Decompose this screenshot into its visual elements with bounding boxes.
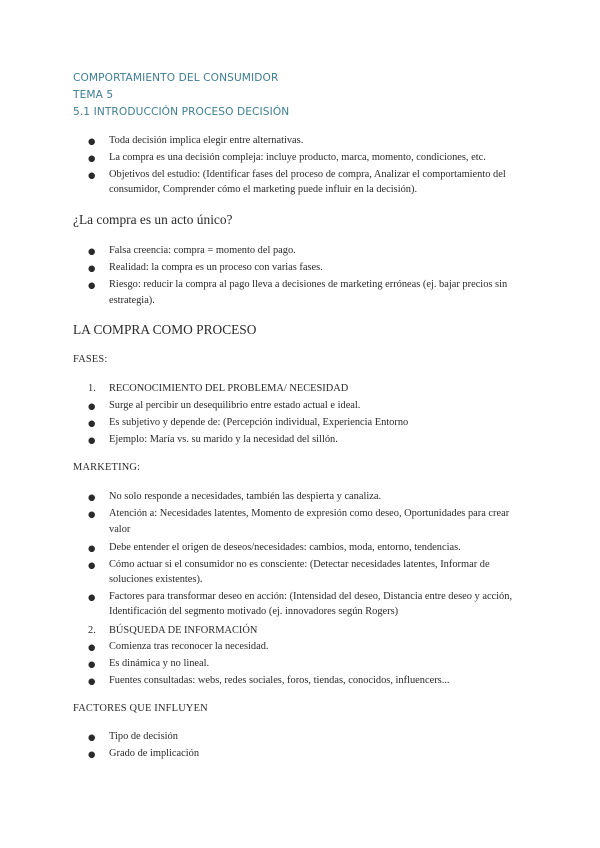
factors-label: FACTORES QUE INFLUYEN bbox=[73, 703, 208, 714]
list-item-continuation: valor bbox=[109, 524, 131, 535]
list-item: Objetivos del estudio: (Identificar fases del proceso de compra, Analizar el comportamiento del bbox=[109, 169, 506, 180]
list-item: Factores para transformar deseo en acción: (Intensidad del deseo, Distancia entre deseo y acción, bbox=[109, 591, 513, 602]
bullet-icon: ● bbox=[88, 436, 96, 446]
section-title: 5.1 INTRODUCCIÓN PROCESO DECISIÓN bbox=[73, 106, 290, 118]
list-item: Comienza tras reconocer la necesidad. bbox=[109, 641, 269, 652]
list-item-continuation: soluciones existentes). bbox=[109, 574, 203, 585]
bullet-icon: ● bbox=[88, 264, 96, 274]
list-item: Atención a: Necesidades latentes, Momento de expresión como deseo, Oportunidades para crear bbox=[109, 508, 510, 519]
bullet-icon: ● bbox=[88, 677, 96, 687]
list-item: No solo responde a necesidades, también las despierta y canaliza. bbox=[109, 491, 382, 502]
bullet-icon: ● bbox=[88, 660, 96, 670]
bullet-icon: ● bbox=[88, 510, 96, 520]
bullet-icon: ● bbox=[88, 402, 96, 412]
list-item: Realidad: la compra es un proceso con varias fases. bbox=[109, 262, 323, 273]
list-item: Cómo actuar si el consumidor no es consciente: (Detectar necesidades latentes, Informar de bbox=[109, 559, 490, 570]
bullet-icon: ● bbox=[88, 593, 96, 603]
bullet-icon: ● bbox=[88, 281, 96, 291]
process-heading: LA COMPRA COMO PROCESO bbox=[73, 322, 257, 337]
list-item: Fuentes consultadas: webs, redes sociales, foros, tiendas, conocidos, influencers... bbox=[109, 675, 450, 686]
topic-number: TEMA 5 bbox=[73, 89, 114, 101]
list-item: Falsa creencia: compra = momento del pago. bbox=[109, 245, 296, 256]
list-item: Toda decisión implica elegir entre alternativas. bbox=[109, 135, 304, 146]
list-item: Surge al percibir un desequilibrio entre estado actual e ideal. bbox=[109, 400, 361, 411]
list-item-continuation: Identificación del segmento motivado (ej. innovadores según Rogers) bbox=[109, 606, 399, 617]
fases-label: FASES: bbox=[73, 354, 108, 365]
bullet-icon: ● bbox=[88, 561, 96, 571]
list-item: Grado de implicación bbox=[109, 748, 200, 759]
step-number: 1. bbox=[88, 383, 96, 394]
bullet-icon: ● bbox=[88, 733, 96, 743]
step-title: BÚSQUEDA DE INFORMACIÓN bbox=[109, 625, 258, 636]
list-item-continuation: estrategia). bbox=[109, 295, 155, 306]
list-item: Debe entender el origen de deseos/necesidades: cambios, moda, entorno, tendencias. bbox=[109, 542, 461, 553]
step-title: RECONOCIMIENTO DEL PROBLEMA/ NECESIDAD bbox=[109, 383, 349, 394]
list-item: Ejemplo: María vs. su marido y la necesidad del sillón. bbox=[109, 434, 338, 445]
bullet-icon: ● bbox=[88, 137, 96, 147]
marketing-label: MARKETING: bbox=[73, 462, 141, 473]
bullet-icon: ● bbox=[88, 750, 96, 760]
bullet-icon: ● bbox=[88, 171, 96, 181]
list-item: Es subjetivo y depende de: (Percepción individual, Experiencia Entorno bbox=[109, 417, 409, 428]
bullet-icon: ● bbox=[88, 493, 96, 503]
list-item: La compra es una decisión compleja: incluye producto, marca, momento, condiciones, etc. bbox=[109, 152, 486, 163]
bullet-icon: ● bbox=[88, 643, 96, 653]
list-item-continuation: consumidor, Comprender cómo el marketing puede influir en la decisión). bbox=[109, 184, 418, 195]
step-number: 2. bbox=[88, 625, 96, 636]
question-heading: ¿La compra es un acto único? bbox=[73, 212, 233, 227]
list-item: Tipo de decisión bbox=[109, 731, 178, 742]
bullet-icon: ● bbox=[88, 419, 96, 429]
bullet-icon: ● bbox=[88, 154, 96, 164]
bullet-icon: ● bbox=[88, 247, 96, 257]
course-title: COMPORTAMIENTO DEL CONSUMIDOR bbox=[73, 72, 279, 84]
list-item: Riesgo: reducir la compra al pago lleva a decisiones de marketing erróneas (ej. bajar precios sin bbox=[109, 279, 508, 290]
bullet-icon: ● bbox=[88, 544, 96, 554]
list-item: Es dinámica y no lineal. bbox=[109, 658, 210, 669]
